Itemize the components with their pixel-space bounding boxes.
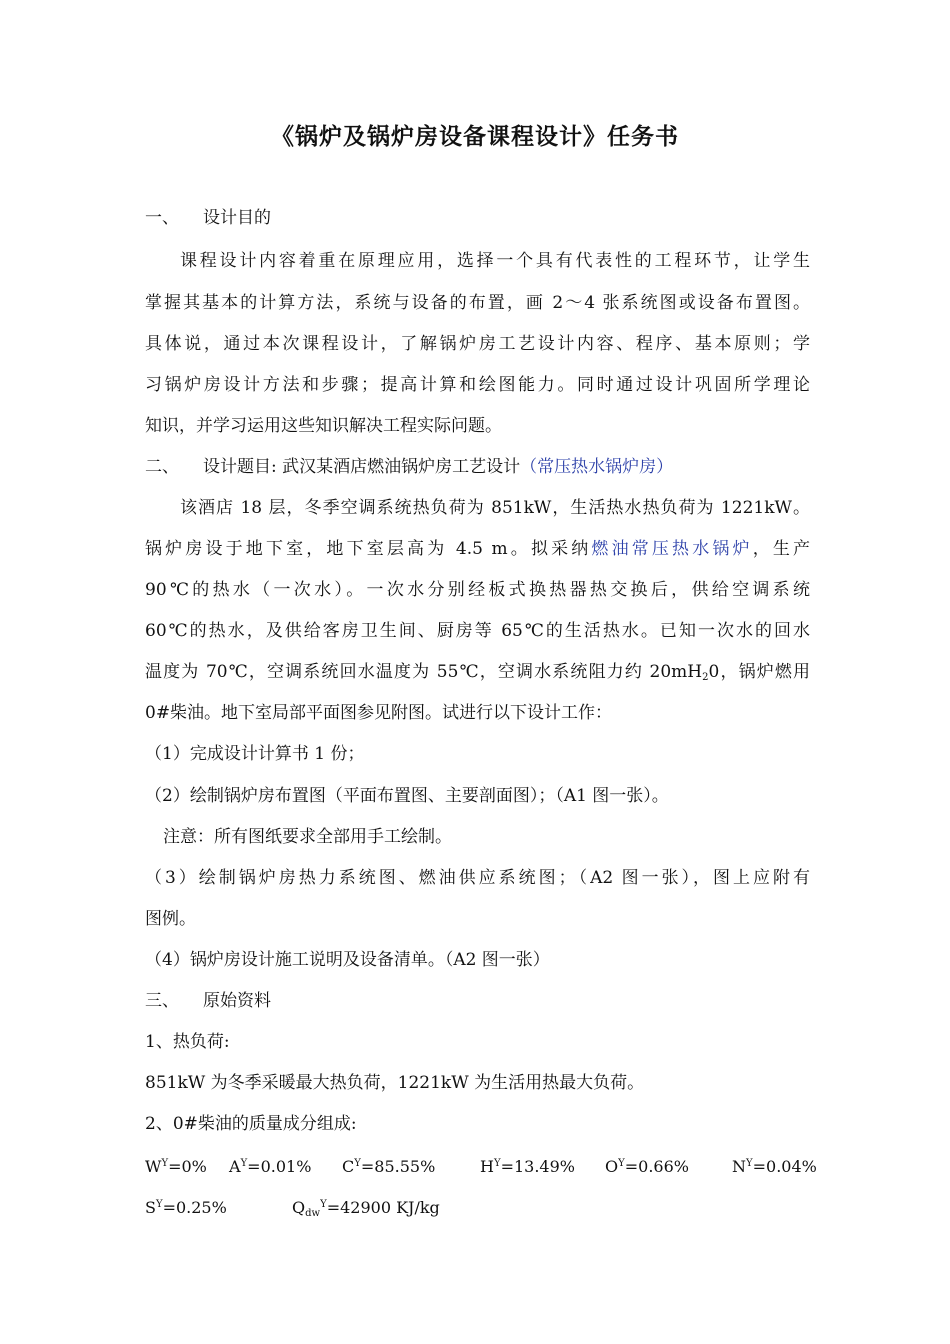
section-1-title: 设计目的 [203,208,271,228]
section-2-line: 该酒店 18 层，冬季空调系统热负荷为 851kW，生活热水热负荷为 1221kW。 [180,498,810,518]
section-2-number: 二、 [145,457,179,477]
fuel-w: $W^Y=0\%$ [145,1157,207,1176]
fuel-composition-row-1 [145,1156,817,1178]
section-2-line: 温度为 70℃，空调系统回水温度为 55℃，空调水系统阻力约 $20mH_20$，锅炉燃用 [145,662,810,683]
section-2-title: 设计题目: 武汉某酒店燃油锅炉房工艺设计 [203,457,521,477]
fuel-composition-heading: 2、0#柴油的质量成分组成: [145,1114,357,1134]
fuel-c: $C^Y=85.55\%$ [342,1157,436,1176]
section-2-heading [145,456,810,478]
section-1-number: 一、 [145,208,179,228]
section-3-heading [145,990,810,1012]
fuel-n: $N^Y=0.04\%$ [732,1157,817,1176]
section-2-title-highlight: （常压热水锅炉房） [520,457,674,477]
fuel-s: $S^Y=0.25\%$ [145,1198,227,1217]
section-1-heading [145,207,810,229]
fuel-q-low-heating-value: $Q_{dw}^Y=42900$ KJ/kg [292,1198,440,1219]
boiler-type-highlight: 燃油常压热水锅炉 [591,539,753,559]
section-2-line: 锅炉房设于地下室，地下室层高为 4.5 m。拟采纳燃油常压热水锅炉，生产 [145,539,811,559]
document-title: 《锅炉及锅炉房设备课程设计》任务书 [271,123,679,150]
section-2-line: 90℃的热水（一次水）。一次水分别经板式换热器热交换后，供给空调系统 [145,580,810,600]
fuel-a: $A^Y=0.01\%$ [229,1157,312,1176]
task-item-3: （3）绘制锅炉房热力系统图、燃油供应系统图；（A2 图一张），图上应附有 [145,868,810,888]
fuel-h: $H^Y=13.49\%$ [480,1157,575,1176]
section-1-line: 具体说，通过本次课程设计，了解锅炉房工艺设计内容、程序、基本原则；学 [145,334,810,354]
section-2-line: 60℃的热水，及供给客房卫生间、厨房等 65℃的生活热水。已知一次水的回水 [145,621,810,641]
section-3-number: 三、 [145,991,179,1011]
section-1-line: 课程设计内容着重在原理应用，选择一个具有代表性的工程环节，让学生 [180,251,810,271]
task-item-2: （2）绘制锅炉房布置图（平面布置图、主要剖面图）；（A1 图一张）。 [145,786,669,806]
fuel-o: $O^Y=0.66\%$ [605,1157,689,1176]
section-2-line: 0#柴油。地下室局部平面图参见附图。试进行以下设计工作： [145,703,613,723]
heat-load-text: 851kW 为冬季采暖最大热负荷，1221kW 为生活用热最大负荷。 [145,1073,645,1093]
section-1-line: 掌握其基本的计算方法，系统与设备的布置，画 2～4 张系统图或设备布置图。 [145,293,810,313]
heat-load-heading: 1、热负荷: [145,1032,230,1052]
task-note: 注意：所有图纸要求全部用手工绘制。 [163,827,452,847]
fuel-composition-row-2 [145,1197,810,1219]
task-item-3-cont: 图例。 [145,909,196,929]
task-item-4: （4）锅炉房设计施工说明及设备清单。（A2 图一张） [145,950,550,970]
section-1-line: 知识，并学习运用这些知识解决工程实际问题。 [145,416,502,436]
task-item-1: （1）完成设计计算书 1 份； [145,744,365,764]
section-1-line: 习锅炉房设计方法和步骤；提高计算和绘图能力。同时通过设计巩固所学理论 [145,375,810,395]
section-3-title: 原始资料 [203,991,271,1011]
